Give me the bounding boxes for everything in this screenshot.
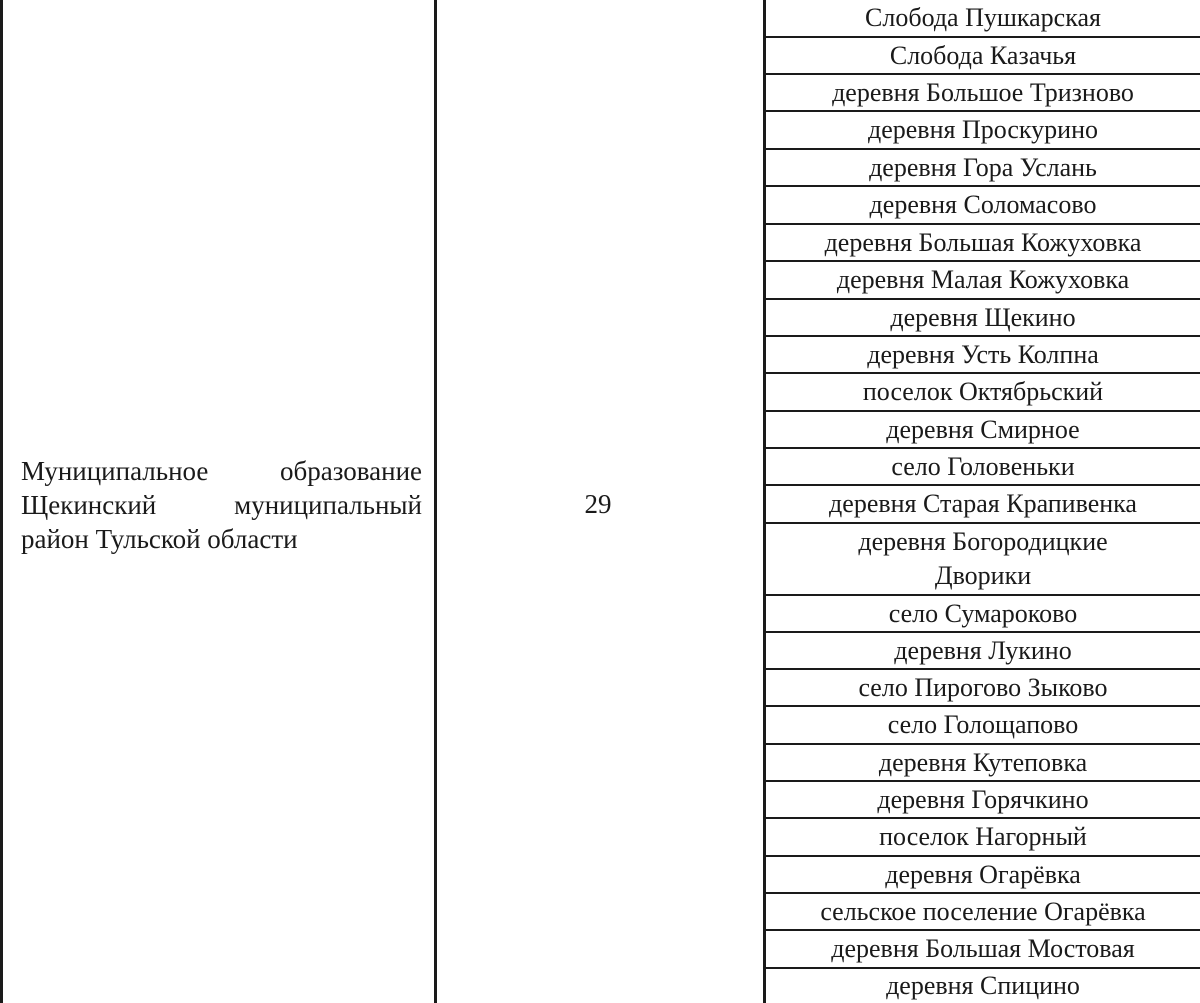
settlement-name: деревня Кутеповка	[878, 747, 1088, 777]
settlement-name: деревня Усть Колпна	[867, 339, 1099, 369]
settlement-row	[766, 337, 1200, 374]
settlement-name: сельское поселение Огарёвка	[820, 896, 1146, 926]
settlement-row	[766, 262, 1200, 300]
settlement-name: Слобода Казачья	[889, 40, 1077, 70]
settlement-row	[766, 38, 1200, 75]
settlement-name: деревня Проскурино	[867, 115, 1098, 144]
settlement-count: 29	[584, 489, 612, 519]
settlement-row	[766, 670, 1200, 707]
region-cell	[0, 0, 437, 1003]
settlement-row	[766, 112, 1200, 150]
settlement-row	[766, 596, 1200, 633]
settlement-row	[766, 745, 1200, 782]
settlement-row	[766, 969, 1200, 1003]
settlement-name: деревня Большая Кожуховка	[824, 227, 1142, 257]
settlement-row	[766, 486, 1200, 524]
settlement-row	[766, 819, 1200, 857]
settlement-name: деревня Большое Тризново	[832, 77, 1134, 107]
settlement-row	[766, 300, 1200, 337]
settlement-row	[766, 150, 1200, 187]
settlement-name: село Головеньки	[891, 451, 1075, 481]
settlement-name: деревня Гора Услань	[869, 152, 1097, 182]
settlement-row	[766, 894, 1200, 931]
settlement-row	[766, 187, 1200, 225]
count-cell	[437, 0, 766, 1003]
settlement-name: село Сумароково	[888, 598, 1078, 628]
settlement-row	[766, 782, 1200, 819]
settlement-row	[766, 374, 1200, 412]
settlement-name: деревня Малая Кожуховка	[836, 265, 1130, 294]
settlement-name: Слобода Пушкарская	[865, 3, 1101, 32]
settlement-row	[766, 633, 1200, 670]
region-name: Муниципальное образование Щекинский муниципальный район Тульской области	[21, 455, 422, 554]
settlement-row	[766, 857, 1200, 894]
settlement-name: деревня Старая Крапивенка	[829, 489, 1137, 518]
settlement-name: деревня Горячкино	[877, 784, 1089, 814]
settlement-row	[766, 225, 1200, 262]
settlement-name: деревня Спицино	[886, 971, 1080, 1000]
settlement-name: деревня Соломасово	[869, 190, 1097, 219]
settlement-row	[766, 931, 1200, 969]
settlement-row	[766, 412, 1200, 449]
settlement-row	[766, 524, 1200, 596]
settlement-name: деревня Богородицкие Дворики	[858, 527, 1108, 590]
settlement-name: деревня Смирное	[886, 414, 1080, 444]
settlement-name: поселок Октябрьский	[862, 377, 1104, 406]
places-column	[766, 0, 1200, 1003]
settlement-name: село Голощапово	[887, 710, 1079, 739]
settlement-row	[766, 707, 1200, 745]
settlement-name: деревня Лукино	[894, 635, 1072, 665]
settlement-name: деревня Большая Мостовая	[831, 934, 1135, 963]
settlement-row	[766, 75, 1200, 112]
settlement-name: село Пирогово Зыково	[858, 672, 1108, 702]
settlement-row	[766, 0, 1200, 38]
settlement-row	[766, 449, 1200, 486]
settlement-name: поселок Нагорный	[879, 822, 1087, 851]
settlement-name: деревня Огарёвка	[885, 859, 1081, 889]
settlement-name: деревня Щекино	[890, 302, 1076, 332]
